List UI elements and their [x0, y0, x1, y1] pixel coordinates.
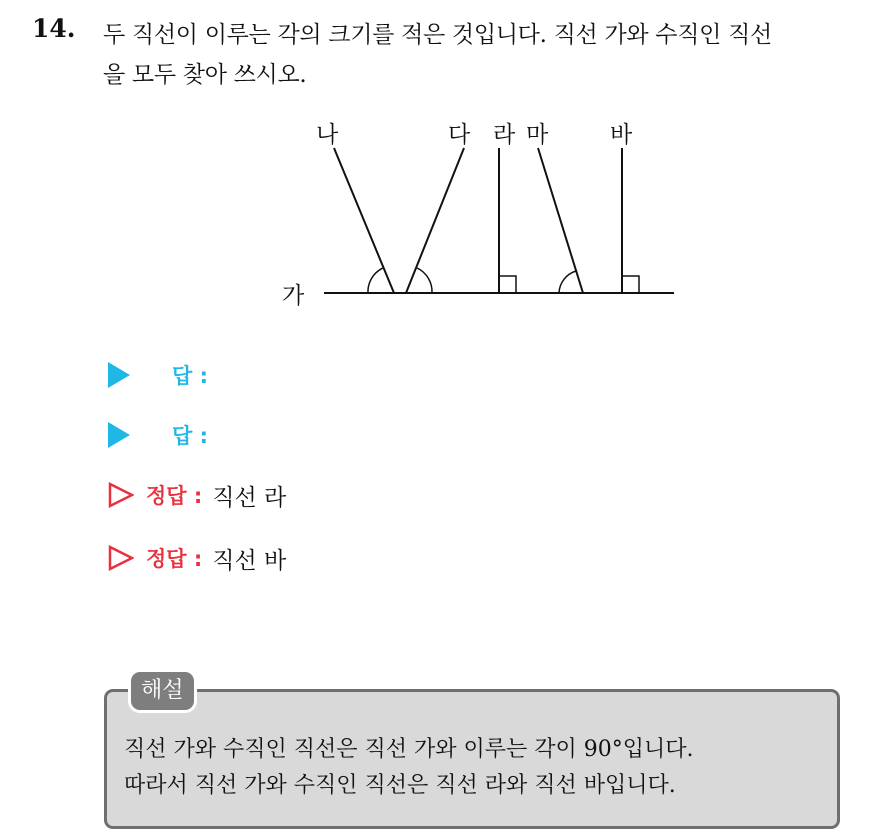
- angle-arc-da: [417, 268, 432, 293]
- correct-answer-value: 직선 라: [212, 484, 287, 511]
- answer-row-1: [108, 358, 218, 392]
- explanation-line-2: 따라서 직선 가와 수직인 직선은 직선 라와 직선 바입니다.: [124, 773, 676, 798]
- label-na: 나: [316, 122, 339, 148]
- correct-answer-row-1: [108, 478, 286, 512]
- line-ma: [538, 148, 583, 293]
- right-angle-mark-ba: [622, 276, 639, 293]
- label-ra: 라: [493, 122, 516, 148]
- outline-triangle-icon: [108, 482, 134, 508]
- line-na: [334, 148, 394, 293]
- filled-triangle-icon: [108, 362, 130, 388]
- label-ma: 마: [526, 122, 549, 148]
- angle-arc-ma: [559, 271, 576, 293]
- answer-label: 답 :: [172, 424, 208, 448]
- label-ba: 바: [610, 122, 633, 148]
- correct-answer-label: 정답 :: [146, 547, 203, 571]
- label-ga: 가: [282, 283, 305, 309]
- perpendicular-lines-figure: [270, 108, 690, 318]
- answer-row-2: [108, 418, 218, 452]
- angle-arc-na: [368, 268, 383, 293]
- correct-answer-value: 직선 바: [212, 547, 287, 574]
- explanation-tab: 해설: [128, 669, 197, 713]
- outline-triangle-icon: [108, 545, 134, 571]
- answer-label: 답 :: [172, 364, 208, 388]
- correct-answer-row-2: [108, 541, 286, 575]
- correct-answer-label: 정답 :: [146, 484, 203, 508]
- question-number: 14.: [32, 14, 76, 43]
- explanation-line-1: 직선 가와 수직인 직선은 직선 가와 이루는 각이 90°입니다.: [124, 737, 694, 762]
- right-angle-mark-ra: [499, 276, 516, 293]
- line-da: [406, 148, 464, 293]
- question-text-line-2: 을 모두 찾아 쓰시오.: [103, 62, 307, 88]
- question-text-line-1: 두 직선이 이루는 각의 크기를 적은 것입니다. 직선 가와 수직인 직선: [103, 22, 772, 48]
- label-da: 다: [448, 122, 471, 148]
- filled-triangle-icon: [108, 422, 130, 448]
